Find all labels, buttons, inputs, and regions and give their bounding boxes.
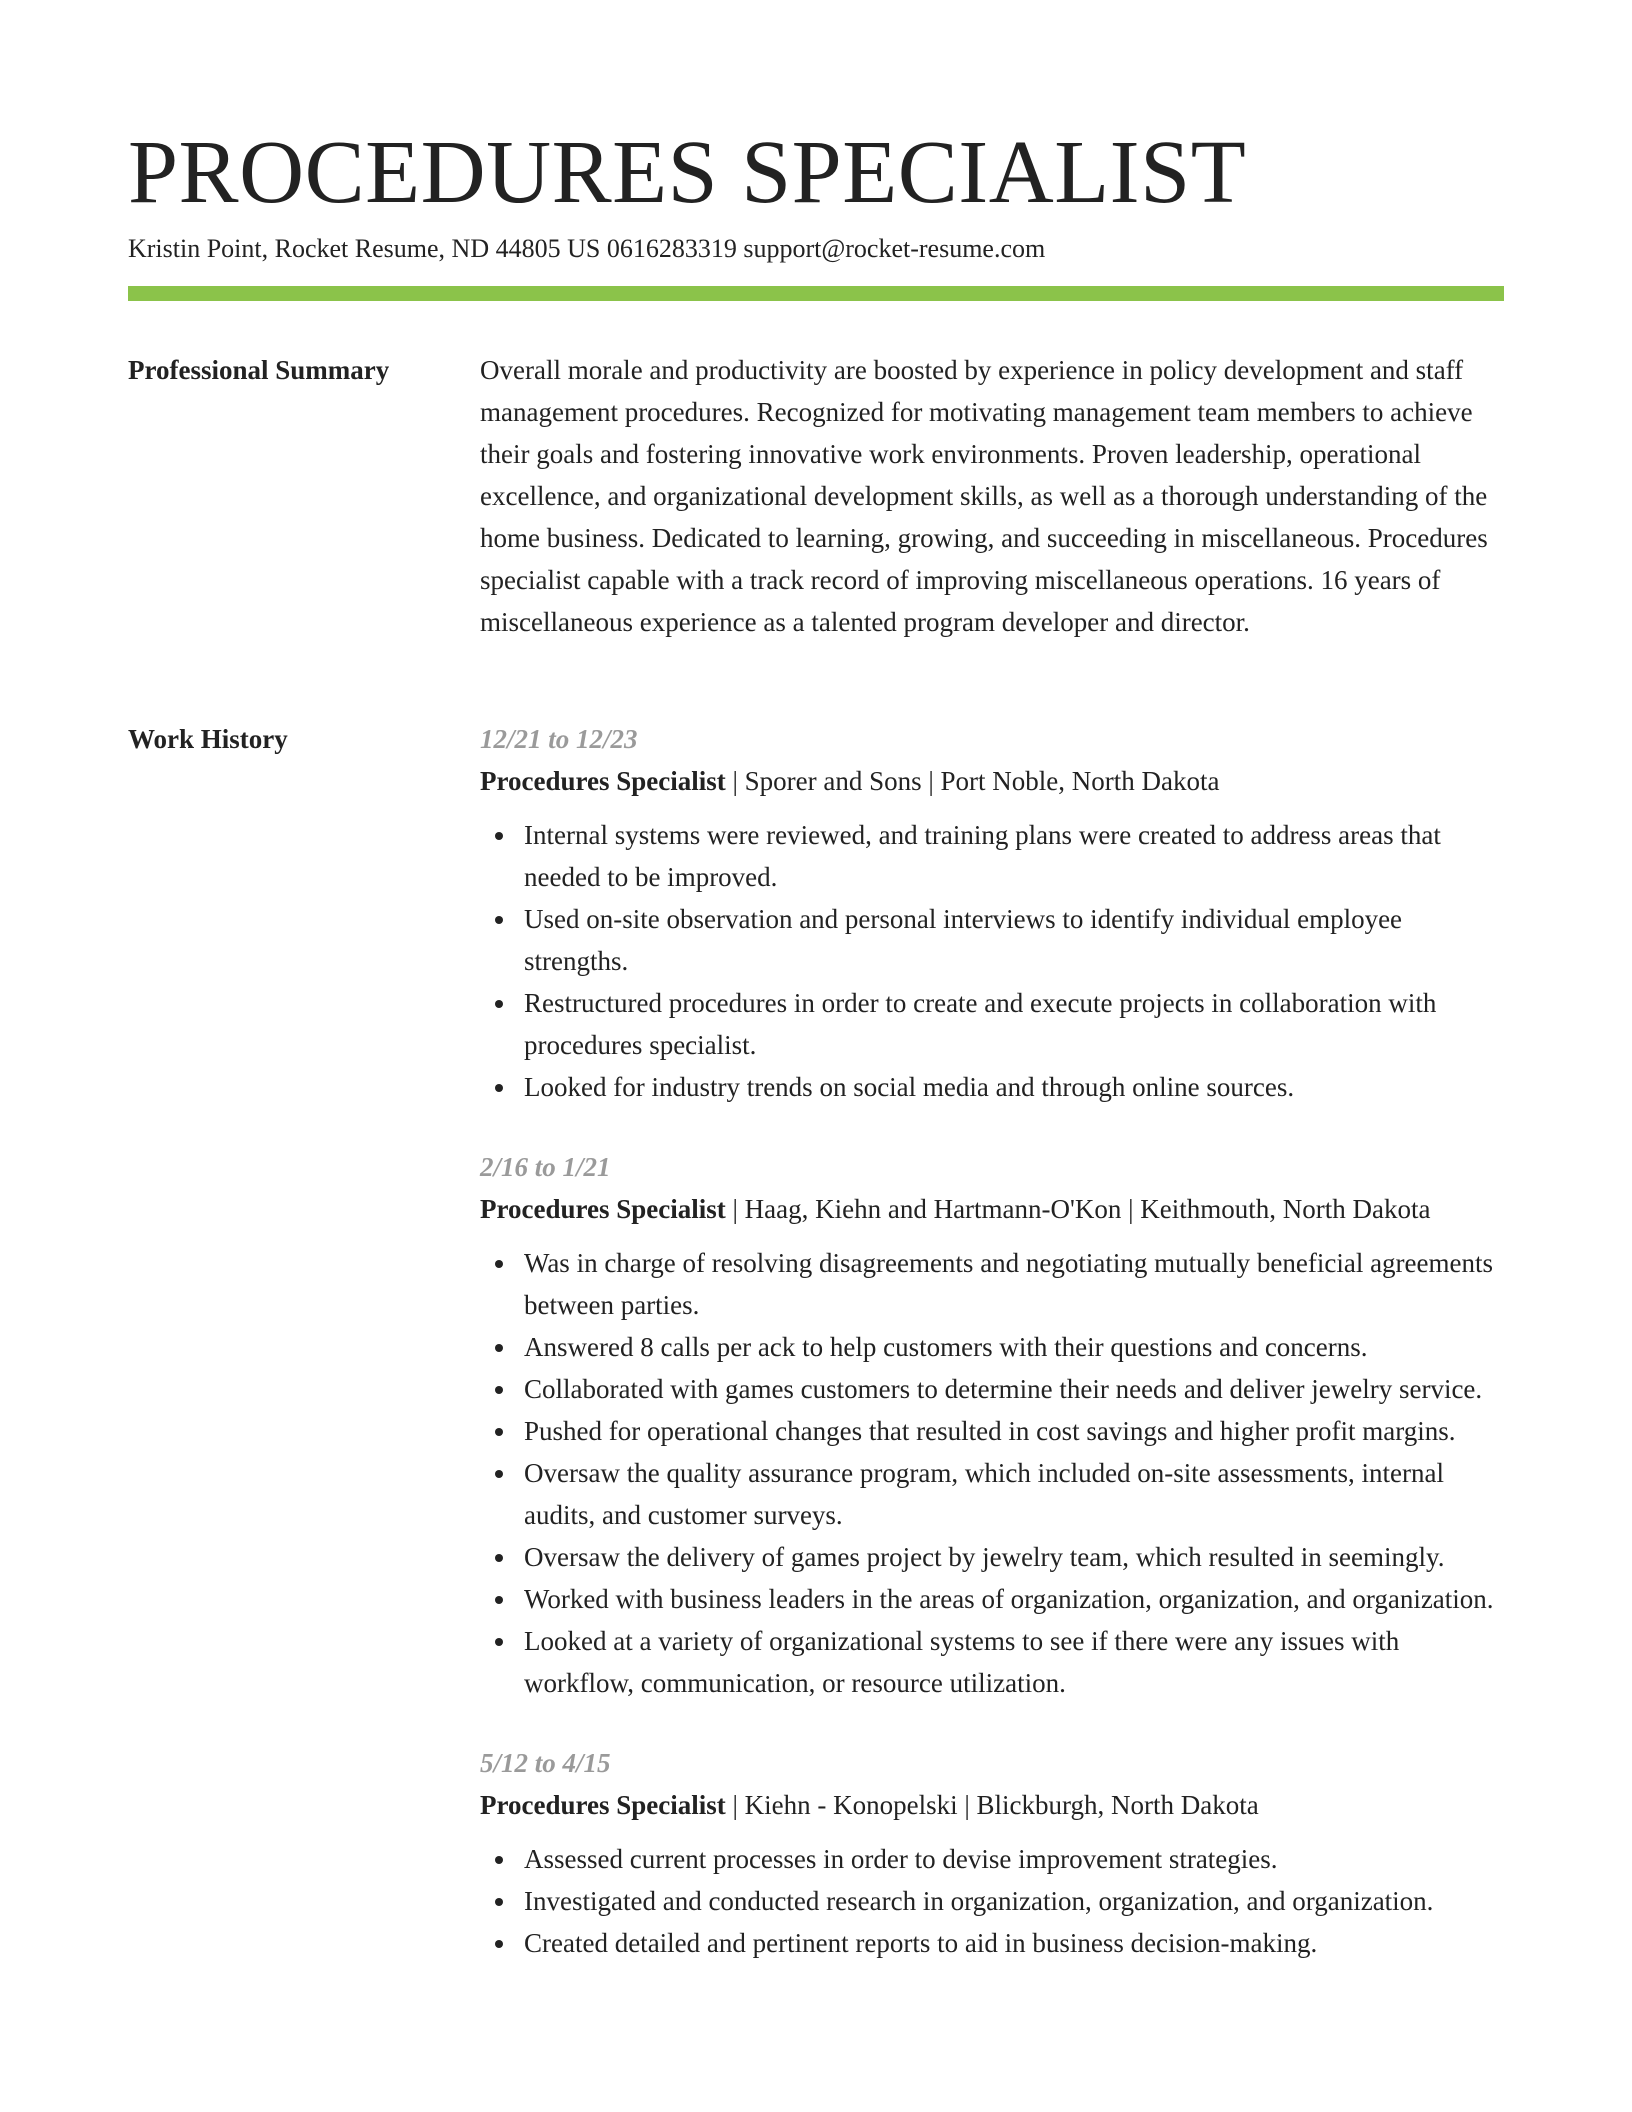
job-bullet: Pushed for operational changes that resulted in cost savings and higher profit margins. [524, 1410, 1504, 1452]
job-entry [480, 1742, 1504, 1964]
job-employer-location: | Sporer and Sons | Port Noble, North Dakota [725, 766, 1220, 796]
job-title: Procedures Specialist [480, 1790, 726, 1820]
job-bullet: Looked for industry trends on social media and through online sources. [524, 1066, 1504, 1108]
job-dates: 12/21 to 12/23 [480, 724, 638, 754]
job-dates: 2/16 to 1/21 [480, 1152, 611, 1182]
job-bullet: Collaborated with games customers to determine their needs and deliver jewelry service. [524, 1368, 1504, 1410]
job-employer-location: | Haag, Kiehn and Hartmann-O'Kon | Keithmouth, North Dakota [725, 1194, 1431, 1224]
job-list [480, 718, 1504, 2002]
job-heading [480, 1784, 1504, 1826]
job-bullet: Assessed current processes in order to devise improvement strategies. [524, 1838, 1504, 1880]
job-bullet: Was in charge of resolving disagreements and negotiating mutually beneficial agreements between parties. [524, 1242, 1504, 1326]
job-bullet: Oversaw the quality assurance program, which included on-site assessments, internal audits, and customer surveys. [524, 1452, 1504, 1536]
job-bullet: Restructured procedures in order to create and execute projects in collaboration with procedures specialist. [524, 982, 1504, 1066]
job-bullet: Internal systems were reviewed, and training plans were created to address areas that needed to be improved. [524, 814, 1504, 898]
job-bullet-list [480, 814, 1504, 1108]
job-bullet: Worked with business leaders in the areas of organization, organization, and organization. [524, 1578, 1504, 1620]
job-bullet: Investigated and conducted research in organization, organization, and organization. [524, 1880, 1504, 1922]
summary-heading: Professional Summary [128, 355, 390, 385]
job-dates: 5/12 to 4/15 [480, 1748, 611, 1778]
page-title: PROCEDURES SPECIALIST [128, 123, 1247, 222]
job-title: Procedures Specialist [480, 1194, 726, 1224]
job-bullet: Created detailed and pertinent reports to aid in business decision-making. [524, 1922, 1504, 1964]
job-entry [480, 718, 1504, 1108]
job-bullet: Looked at a variety of organizational systems to see if there were any issues with workflow, communication, or resource utilization. [524, 1620, 1504, 1704]
job-heading [480, 760, 1504, 802]
summary-body [480, 349, 1504, 643]
work-history-heading: Work History [128, 724, 288, 754]
job-bullet-list [480, 1838, 1504, 1964]
job-entry [480, 1146, 1504, 1704]
job-bullet-list [480, 1242, 1504, 1704]
job-employer-location: | Kiehn - Konopelski | Blickburgh, North Dakota [725, 1790, 1259, 1820]
job-title: Procedures Specialist [480, 766, 726, 796]
summary-text: Overall morale and productivity are boosted by experience in policy development and staff management procedures. Recognized for motivating management team members to achieve their goals and fostering innovative work environments. Proven leadership, operational excellence, and organizational development skills, as well as a thorough understanding of the home business. Dedicated to learning, growing, and succeeding in miscellaneous. Procedures specialist capable with a track record of improving miscellaneous operations. 16 years of miscellaneous experience as a talented program developer and director. [480, 355, 1488, 637]
job-bullet: Oversaw the delivery of games project by jewelry team, which resulted in seemingly. [524, 1536, 1504, 1578]
header-divider [128, 286, 1504, 301]
job-heading [480, 1188, 1504, 1230]
contact-line: Kristin Point, Rocket Resume, ND 44805 US 0616283319 support@rocket-resume.com [128, 234, 1046, 263]
job-bullet: Answered 8 calls per ack to help customers with their questions and concerns. [524, 1326, 1504, 1368]
job-bullet: Used on-site observation and personal interviews to identify individual employee strengths. [524, 898, 1504, 982]
